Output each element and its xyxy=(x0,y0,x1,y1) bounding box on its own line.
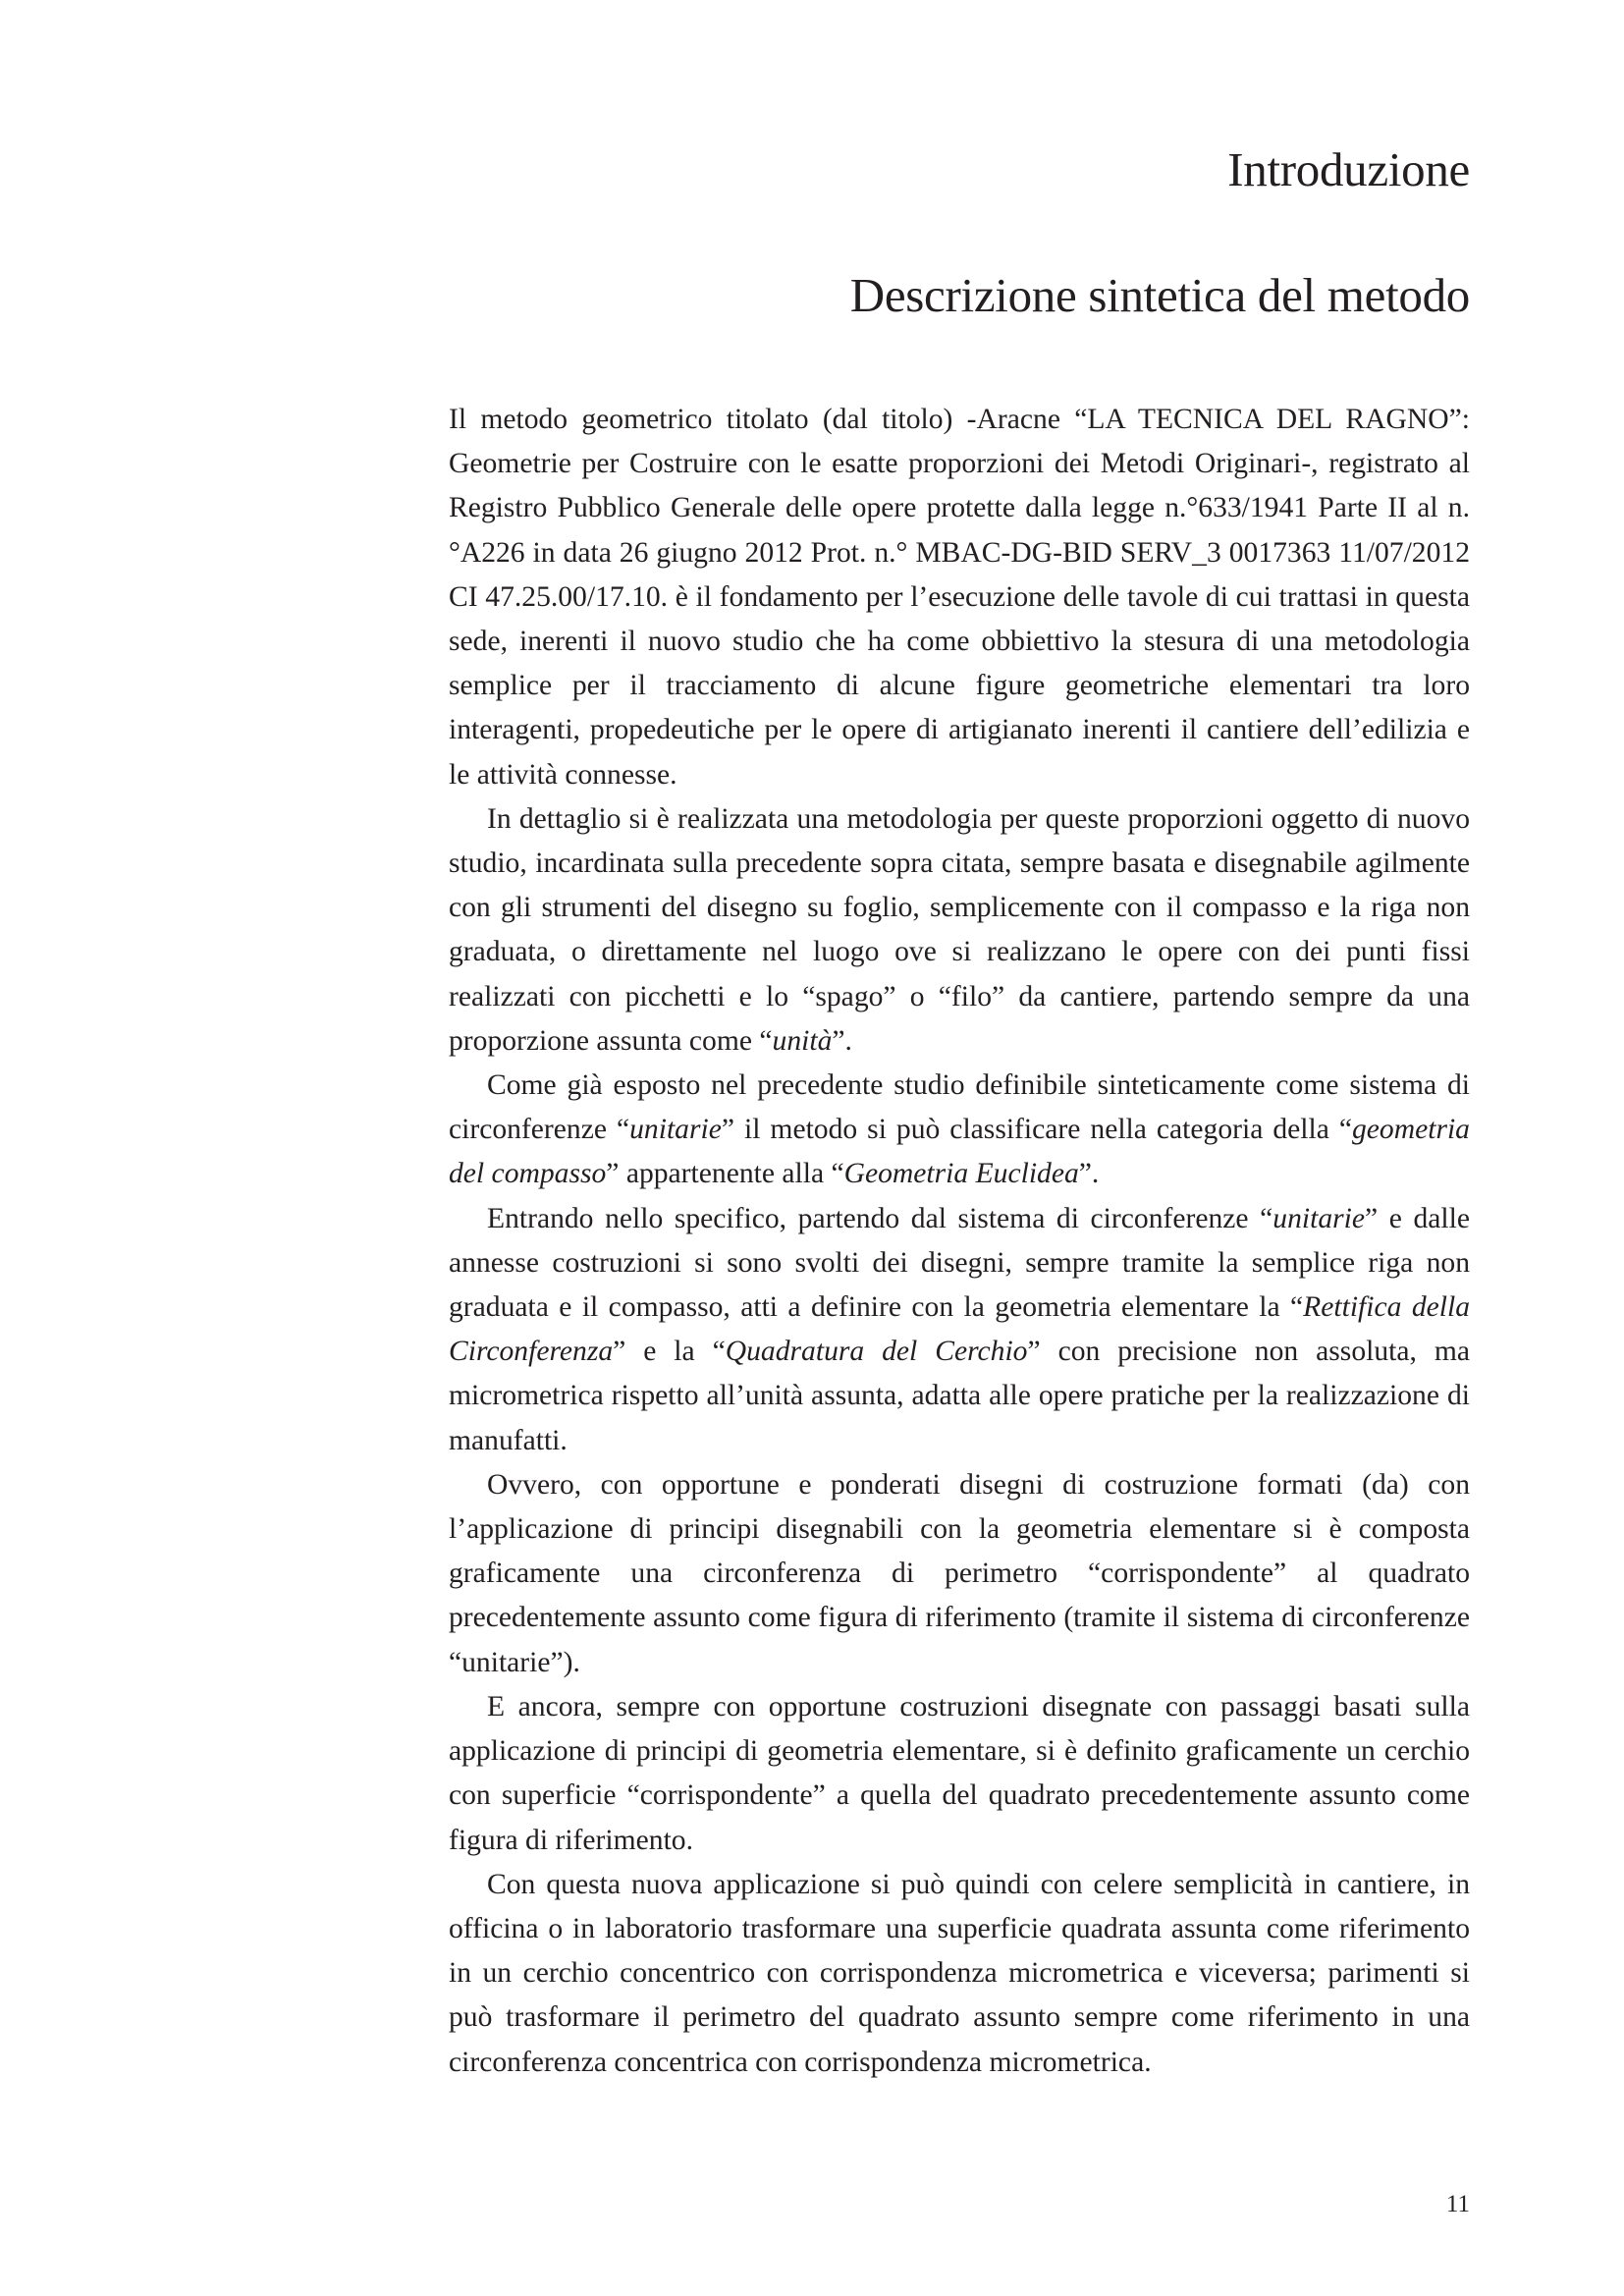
paragraph-3 xyxy=(449,1064,1470,1197)
paragraph-5 xyxy=(449,1463,1470,1685)
italic-term: Geometria Euclidea xyxy=(843,1158,1079,1190)
paragraph-1 xyxy=(449,398,1470,797)
paragraph-6 xyxy=(449,1685,1470,1863)
page-number: 11 xyxy=(1445,2191,1470,2217)
italic-term: geometria del compasso xyxy=(449,1114,1470,1190)
text-run: E ancora, sempre con opportune costruzioni disegnate con passaggi basati sulla applicazione di principi di geometria elementare, si è definito graficamente un cerchio con superficie “corrispondente” a quella del quadrato precedentemente assunto come figura di riferimento. xyxy=(449,1690,1470,1856)
italic-term: Quadratura del Cerchio xyxy=(725,1336,1028,1368)
text-run: Entrando nello specifico, partendo dal sistema di circonferenze “ xyxy=(487,1202,1273,1234)
text-run: ” con precisione non assoluta, ma micrometrica rispetto all’unità assunta, adatta alle opere pratiche per la realizzazione di manufatti. xyxy=(449,1336,1470,1456)
italic-term: Rettifica della Circonferenza xyxy=(449,1291,1470,1368)
italic-term: unità xyxy=(772,1024,833,1057)
paragraph-4 xyxy=(449,1197,1470,1463)
italic-term: unitarie xyxy=(629,1114,722,1146)
text-run: ” il metodo si può classificare nella categoria della “ xyxy=(721,1114,1352,1146)
text-run: ” appartenente alla “ xyxy=(606,1158,844,1190)
paragraph-7 xyxy=(449,1863,1470,2085)
text-run: Con questa nuova applicazione si può quindi con celere semplicità in cantiere, in officina o in laboratorio trasformare una superficie quadrata assunta come riferimento in un cerchio concentrico con corrispondenza micrometrica e viceversa; parimenti si può trasformare il perimetro del quadrato assunto sempre come riferimento in una circonferenza concentrica con corrispondenza micrometrica. xyxy=(449,1868,1470,2078)
text-run: ” e dalle annesse costruzioni si sono svolti dei disegni, sempre tramite la semplice riga non graduata e il compasso, atti a definire con la geometria elementare la “ xyxy=(449,1202,1470,1324)
section-title: Descrizione sintetica del metodo xyxy=(849,268,1470,322)
italic-term: unitarie xyxy=(1272,1202,1365,1234)
chapter-title: Introduzione xyxy=(1227,142,1470,196)
text-run: ”. xyxy=(832,1024,852,1057)
text-run: Il metodo geometrico titolato (dal titolo) -Aracne “LA TECNICA DEL RAGNO”: Geometrie per Costruire con le esatte proporzioni dei Metodi Originari-, registrato al Registro Pubblico Generale delle opere protette dalla legge n.°633/1941 Parte II al n.°A226 in data 26 giugno 2012 Prot. n.° MBAC-DG-BID SERV_3 0017363 11/07/2012 CI 47.25.00/17.10. è il fondamento per l’esecuzione delle tavole di cui trattasi in questa sede, inerenti il nuovo studio che ha come obbiettivo la stesura di una metodologia semplice per il tracciamento di alcune figure geometriche elementari tra loro interagenti, propedeutiche per le opere di artigianato inerenti il cantiere dell’edilizia e le attività connesse. xyxy=(449,404,1470,791)
paragraph-2 xyxy=(449,797,1470,1064)
text-run: Come già esposto nel precedente studio definibile sinteticamente come sistema di circonferenze “ xyxy=(449,1069,1470,1146)
text-run: In dettaglio si è realizzata una metodologia per queste proporzioni oggetto di nuovo studio, incardinata sulla precedente sopra citata, sempre basata e disegnabile agilmente con gli strumenti del disegno su foglio, semplicemente con il compasso e la riga non graduata, o direttamente nel luogo ove si realizzano le opere con dei punti fissi realizzati con picchetti e lo “spago” o “filo” da cantiere, partendo sempre da una proporzione assunta come “ xyxy=(449,802,1470,1057)
text-run: ” e la “ xyxy=(613,1336,726,1368)
text-run: ”. xyxy=(1078,1158,1100,1190)
text-run: Ovvero, con opportune e ponderati disegni di costruzione formati (da) con l’applicazione di principi disegnabili con la geometria elementare si è composta graficamente una circonferenza di perimetro “corrispondente” al quadrato precedentemente assunto come figura di riferimento (tramite il sistema di circonferenze “unitarie”). xyxy=(449,1468,1470,1678)
body-text xyxy=(449,398,1470,2085)
